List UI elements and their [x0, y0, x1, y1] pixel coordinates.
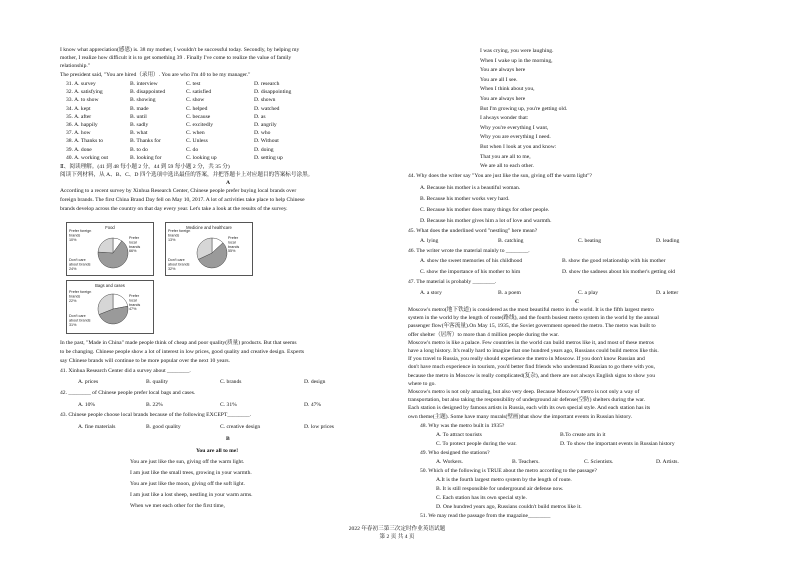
pie-legend-label: Don't care	[69, 258, 86, 262]
section-instructions: 阅读下列材料，从 A、B、C、D 四个选项中选出最佳的答案，并把答题卡上对应题目的答案标号涂黑。	[60, 172, 314, 178]
q50-option-a: A.It is the fourth largest metro system by the length of route.	[436, 477, 572, 483]
footer-page-number: 第 2 页 共 4 页	[379, 534, 415, 540]
pie-value-label: 13%	[168, 237, 176, 242]
q43-option-b: B. good quality	[146, 424, 181, 430]
cloze-q33-option-c: C. show	[186, 97, 205, 104]
q45-option-c: C. beating	[578, 238, 601, 244]
passage-c-line: transportation, but also taking the responsibility of underground air defense(空防) shelters during the war.	[408, 397, 646, 404]
q45-option-a: A. lying	[420, 238, 439, 244]
passage-b-label: B	[226, 436, 230, 442]
pie-legend-label: Prefer	[129, 236, 140, 240]
cloze-q35-option-d: D. as	[254, 113, 266, 120]
q45-option-d: D. leading	[656, 238, 680, 244]
cloze-q40-option-d: D. setting up	[254, 154, 283, 161]
q43-option-d: D. low prices	[304, 424, 334, 430]
cloze-q38-option-d: D. Without	[254, 138, 279, 145]
passage-a-label: A	[226, 180, 231, 186]
cloze-q31-option-b: B. interview	[130, 81, 158, 87]
cloze-q35-option-a: 35. A. after	[66, 113, 92, 120]
poem-right-line: I was crying, you were laughing.	[480, 48, 554, 54]
pie-slice	[98, 238, 113, 253]
passage-a-line-1: According to a recent survey by Xinhua Research Center, Chinese people prefer buying local brands over	[60, 188, 297, 194]
poem-line-1: You are just like the sun, giving off the warm light.	[130, 459, 245, 465]
q47-option-a: A. a story	[420, 290, 442, 296]
cloze-q36-option-b: B. sadly	[130, 122, 149, 128]
poem-right-line: Why you are everything I need.	[480, 134, 551, 141]
poem-right-line: But I'm growing up, you're getting old.	[480, 105, 568, 112]
poem-right-line: I always wonder that:	[480, 115, 529, 122]
q49-option-d: D. Artists.	[656, 459, 679, 465]
cloze-q32-option-c: C. satisfied	[186, 89, 212, 96]
poem-title: You are all to me!	[196, 448, 239, 454]
pie-bags-svg	[67, 281, 153, 333]
q43-option-c: C. creative design	[220, 424, 261, 430]
cloze-q39-option-c: C. do	[186, 146, 199, 153]
intro-line-1: I know what appreciation(感恩) is. 38 my mother, I wouldn't be successful today. Secondly, by helping my	[60, 47, 300, 53]
q41-option-c: C. brands	[220, 379, 242, 385]
cloze-q40-option-c: C. looking up	[186, 154, 217, 161]
pie-legend-label: brands	[228, 244, 240, 249]
question-50: 50. Which of the following is TRUE about the metro according to the passage?	[420, 468, 597, 474]
q44-option-b: B. Because his mother works very hard.	[420, 196, 510, 202]
q42-option-d: D. 47%	[304, 402, 322, 408]
pie-legend-label: about brands	[69, 318, 91, 323]
cloze-q38-option-b: B. Thanks for	[130, 138, 161, 145]
pie-title: Bags and cases	[95, 283, 125, 288]
pie-value-label: 24%	[69, 266, 77, 271]
q50-option-c: C. Each station has its own special style.	[436, 495, 527, 501]
q48-option-d: D. To show the important events in Russian history	[560, 441, 675, 447]
q47-option-d: D. a letter	[656, 290, 679, 296]
cloze-q31-option-a: 31. A. survey	[66, 81, 96, 87]
pie-legend-label: Prefer foreign	[69, 290, 92, 294]
pie-legend-label: brands	[69, 233, 81, 238]
q42-option-b: B. 22%	[146, 402, 163, 408]
cloze-q35-option-b: B. until	[130, 113, 147, 120]
poem-line-4: I am just like a lost sheep, nestling in your warm arms.	[130, 492, 253, 498]
question-49: 49. Who designed the stations?	[420, 450, 490, 456]
passage-c-line: where to go.	[408, 380, 436, 387]
after-charts-line-3: say Chinese brands will continue to be more popular over the next 10 years.	[60, 358, 230, 364]
passage-c-line: Each station is designed by famous artists in Russia, each with its own special style. And each station has its	[408, 405, 651, 412]
pie-legend-label: Prefer	[228, 236, 239, 240]
pie-legend-label: local	[129, 240, 137, 245]
q47-option-b: B. a poem	[498, 290, 521, 296]
passage-c-line: Moscow's metro is not only amazing, but also very deep. Because Moscow's metro is not only a way of	[408, 389, 640, 395]
intro-line-2: mother, I realize how difficult it is to get something 39 . Finally I've come to realize the value of family	[60, 55, 292, 61]
pie-value-label: 47%	[129, 307, 137, 312]
cloze-q36-option-d: D. angrily	[254, 122, 277, 128]
poem-right-line: You are always here	[480, 67, 526, 74]
q50-option-b: B. It is still responsible for underground air defense now.	[436, 486, 564, 492]
pie-chart-food	[66, 222, 154, 276]
q41-option-a: A. prices	[78, 379, 99, 385]
cloze-q35-option-c: C. because	[186, 113, 211, 120]
q49-option-b: B. Teachers.	[512, 459, 540, 465]
cloze-q34-option-a: 34. A. kept	[66, 105, 91, 112]
q46-option-c: C. show the importance of his mother to him	[420, 269, 521, 275]
pie-value-label: 10%	[69, 237, 77, 242]
q47-option-c: C. a play	[578, 290, 599, 296]
passage-c-line: passenger flow(年客流量).On May 15, 1935, the Soviet government opened the metro. The metro was built to	[408, 323, 656, 330]
passage-c-line: offer shelter（居所）to more than 4 million people during the war.	[408, 331, 559, 338]
pie-legend-label: local	[129, 298, 137, 303]
cloze-q37-option-c: C. when	[186, 130, 205, 137]
cloze-q38-option-a: 38. A. Thanks to	[66, 138, 104, 145]
passage-c-line: If you travel to Russia, you really should experience the metro in Moscow. If you don't know Russian and	[408, 356, 645, 363]
cloze-q36-option-c: C. excitedly	[186, 122, 214, 128]
pie-legend-label: Prefer foreign	[69, 229, 92, 233]
pie-value-label: 32%	[168, 266, 176, 271]
cloze-q37-option-b: B. what	[130, 130, 148, 137]
cloze-q38-option-c: C. Unless	[186, 138, 208, 145]
cloze-q33-option-b: B. showing	[130, 97, 156, 104]
footer-title: 2022 年春初三第三次定时作业英语试题	[348, 526, 446, 532]
cloze-q31-option-d: D. research	[254, 81, 280, 87]
pie-food-svg	[67, 223, 153, 275]
pie-legend-label: Prefer foreign	[168, 229, 191, 233]
pie-medicine-svg	[166, 223, 252, 275]
poem-right-line: You are always here	[480, 96, 526, 102]
pie-chart-bags	[66, 280, 154, 334]
passage-c-line: Moscow's metro is like a palace. Few countries in the world can build metros like it, and most of these metros	[408, 339, 654, 346]
q50-option-d: D. One hundred years ago, Russians couldn't build metros like it.	[436, 504, 582, 510]
cloze-q34-option-c: C. helped	[186, 105, 208, 112]
q46-option-d: D. show the sadness about his mother's getting old	[562, 269, 676, 275]
pie-value-label: 22%	[69, 298, 77, 303]
intro-line-4: The president said, "You are hired（录用）. You are who I'm 40 to be my manager."	[60, 72, 251, 78]
pie-legend-label: brands	[129, 244, 141, 249]
poem-right-line: You are all I see.	[480, 76, 518, 83]
cloze-q34-option-b: B. made	[130, 105, 149, 112]
cloze-q31-option-c: C. test	[186, 81, 201, 87]
pie-legend-label: brands	[69, 294, 81, 299]
cloze-q37-option-d: D. who	[254, 130, 271, 137]
question-51: 51. We may read the passage from the magazine________	[420, 513, 551, 519]
q48-option-c: C. To protect people during the war.	[436, 441, 517, 447]
passage-a-line-3: brands develop across the country on that day every year. Let's take a look at the results of the survey.	[60, 206, 288, 212]
pie-title: Medicine and healthcare	[186, 225, 232, 230]
poem-right-line: When I think about you,	[480, 86, 535, 93]
cloze-q39-option-b: B. to do	[130, 146, 148, 153]
passage-c-line: Moscow's metro(地下铁道) is considered as the most beautiful metro in the world. It is the fifth largest metro	[408, 307, 654, 313]
question-47: 47. The material is probably ________.	[408, 279, 497, 285]
question-44: 44. Why does the writer say "You are just like the sun, giving off the warm light"?	[408, 173, 593, 179]
pie-value-label: 55%	[228, 249, 236, 254]
poem-right-line: We are all to each other.	[480, 163, 534, 170]
question-46: 46. The writer wrote the material mainly to ________.	[408, 248, 530, 254]
cloze-q39-option-d: D. doing	[254, 146, 274, 153]
poem-line-3: You are just like the moon, giving off the soft light.	[130, 481, 245, 487]
section-heading: Ⅱ、阅读理解。(41 到 48 每小题 2 分，44 到 59 每小题 2 分，共 35 分)	[60, 164, 230, 170]
passage-c-line: have a long history. It's really hard to imagine that one hundred years ago, Russians could build metros like this.	[408, 348, 659, 354]
pie-chart-medicine	[165, 222, 253, 276]
pie-legend-label: Prefer	[129, 294, 140, 298]
q46-option-a: A. show the sweet memories of his childhood	[420, 258, 523, 264]
q49-option-c: C. Scientists.	[584, 459, 614, 465]
intro-line-3: relationship."	[60, 63, 91, 69]
pie-legend-label: about brands	[69, 262, 91, 267]
poem-right-line: That you are all to me,	[480, 153, 531, 160]
cloze-q33-option-a: 33. A. to show	[66, 97, 99, 104]
cloze-q32-option-b: B. disappointed	[130, 89, 166, 96]
pie-value-label: 31%	[69, 322, 77, 327]
q41-option-b: B. quality	[146, 379, 169, 385]
pie-legend-label: brands	[168, 233, 180, 238]
cloze-q37-option-a: 37. A. how	[66, 130, 91, 137]
q41-option-d: D. design	[304, 379, 326, 385]
poem-line-5: When we met each other for the first time,	[130, 503, 225, 509]
question-48: 48. Why was the metro built in 1935?	[420, 423, 505, 429]
cloze-q34-option-d: D. watched	[254, 105, 280, 112]
question-43: 43. Chinese people choose local brands because of the following EXCEPT________.	[60, 412, 252, 418]
after-charts-line-1: In the past, "Made in China" made people think of cheap and poor quality(质量) products. But that seems	[60, 340, 297, 346]
poem-line-2: I am just like the small trees, growing in your warmth.	[130, 470, 252, 476]
pie-legend-label: brands	[129, 302, 141, 307]
question-41: 41. Xinhua Research Center did a survey about ________.	[60, 368, 191, 374]
cloze-q40-option-a: 40. A. working out	[66, 154, 109, 161]
poem-right-line: But when I look at you and know:	[480, 144, 557, 150]
passage-c-line: because the metro in Moscow is really complicated(复杂), and there are not always English signs to show you	[408, 372, 655, 379]
passage-c-line: own theme(主题). Some have many murals(壁画)that show the important events in Russian history.	[408, 413, 632, 420]
q48-option-a: A. To attract tourists	[436, 432, 482, 438]
question-42: 42. ________ of Chinese people prefer local bags and cases.	[60, 390, 196, 396]
poem-right-line: Why you're everything I want,	[480, 124, 549, 131]
q43-option-a: A. fine materials	[78, 424, 116, 430]
q49-option-a: A. Workers.	[436, 459, 463, 465]
q44-option-c: C. Because his mother does many things for other people.	[420, 207, 550, 213]
cloze-q39-option-a: 39. A. done	[66, 146, 92, 153]
pie-title: Food	[105, 225, 115, 230]
cloze-q32-option-d: D. disappointing	[254, 89, 292, 96]
poem-right-line: When I wake up in the morning,	[480, 57, 553, 64]
pie-legend-label: about brands	[168, 262, 190, 267]
pie-legend-label: Don't care	[168, 258, 185, 262]
cloze-q33-option-d: D. shown	[254, 97, 276, 104]
pie-legend-label: local	[228, 240, 236, 245]
after-charts-line-2: to be changing. Chinese people show a lot of interest in low prices, good quality and creative design. Experts	[60, 349, 305, 355]
passage-c-line: don't have much experience in tourism, you'd better find friends who understand Russian to go there with you,	[408, 364, 655, 371]
q48-option-b: B.To create arts in it	[560, 432, 606, 438]
q46-option-b: B. show the good relationship with his mother	[562, 258, 666, 264]
passage-c-label: C	[575, 299, 580, 305]
passage-c-line: system in the world by the length of route(路线), and the fourth busiest metro system in the world by the annual	[408, 315, 659, 322]
q44-option-a: A. Because his mother is a beautiful woman.	[420, 185, 521, 191]
question-45: 45. What does the underlined word "nestling" here mean?	[408, 228, 538, 234]
passage-a-line-2: foreign brands. The first China Brand Day fell on May 10, 2017. A lot of activities take place to help Chinese	[60, 197, 305, 203]
q42-option-a: A. 10%	[78, 402, 96, 408]
cloze-q40-option-b: B. looking for	[130, 154, 162, 161]
q42-option-c: C. 31%	[220, 402, 237, 408]
q45-option-b: B. catching	[498, 238, 524, 244]
cloze-q36-option-a: 36. A. happily	[66, 122, 98, 128]
pie-value-label: 66%	[129, 249, 137, 254]
pie-legend-label: Don't care	[69, 314, 86, 318]
cloze-q32-option-a: 32. A. satisfying	[66, 89, 103, 96]
q44-option-d: D. Because his mother gives him a lot of love and warmth.	[420, 218, 552, 224]
